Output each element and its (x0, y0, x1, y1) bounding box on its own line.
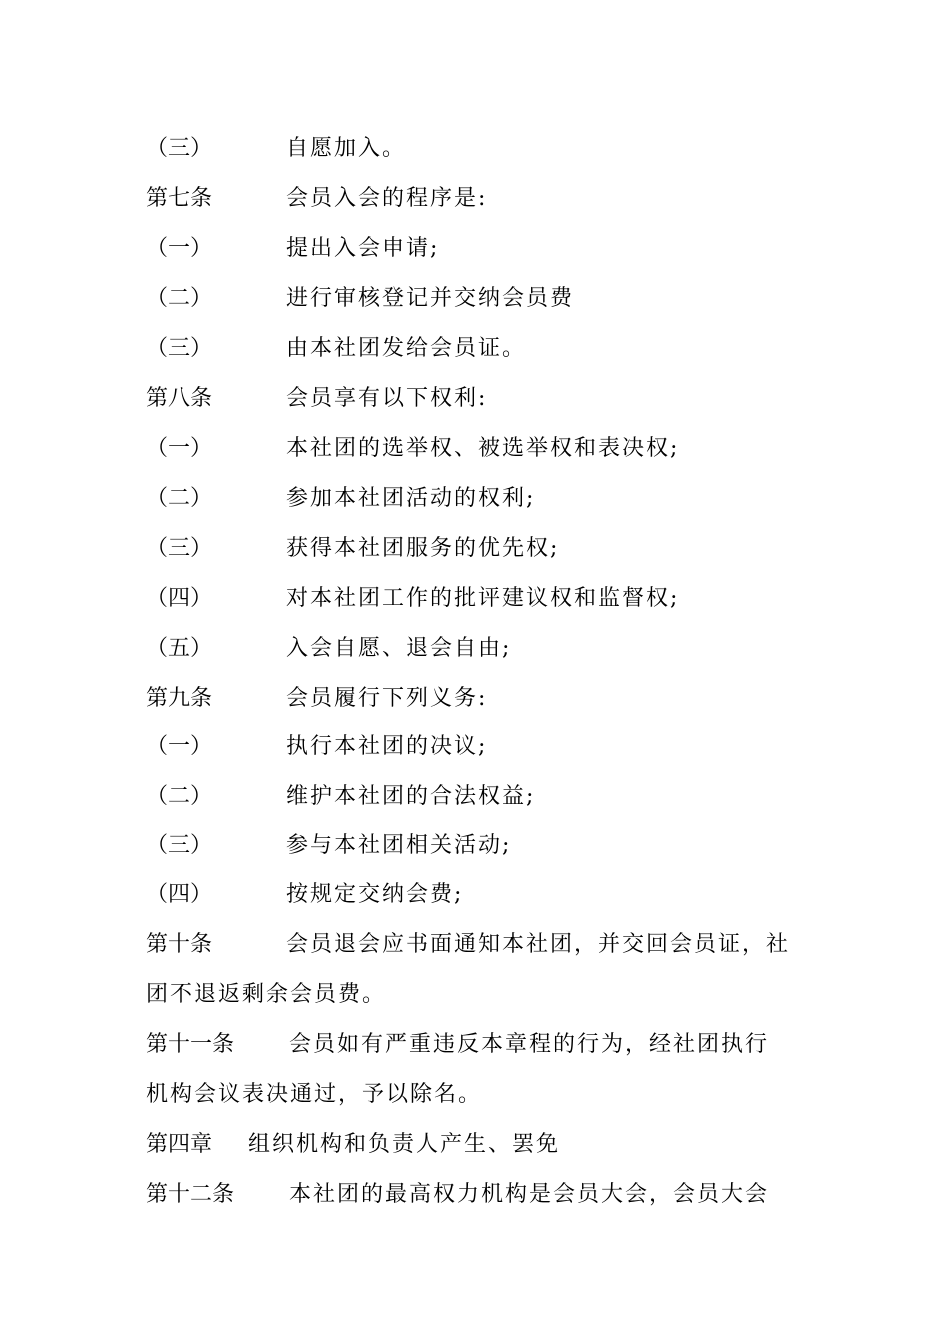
list-item (146, 574, 816, 624)
list-item (146, 722, 816, 772)
article-heading (146, 1020, 816, 1070)
article-text: 会员享有以下权利: (286, 386, 488, 411)
item-number: （三） (146, 536, 213, 561)
article-text: 会员入会的程序是: (286, 186, 488, 211)
paragraph-continuation (146, 1070, 816, 1120)
item-text: 入会自愿、退会自由; (286, 636, 512, 661)
item-number: （三） (146, 833, 213, 858)
item-text: 由本社团发给会员证。 (286, 336, 527, 361)
article-number: 第九条 (146, 686, 213, 711)
item-number: （四） (146, 882, 213, 907)
list-item (146, 524, 816, 574)
paragraph-continuation (146, 970, 816, 1020)
chapter-number: 第四章 (146, 1132, 213, 1157)
item-number: （四） (146, 586, 213, 611)
list-item (146, 424, 816, 474)
item-text: 自愿加入。 (286, 136, 407, 161)
article-text: 会员如有严重违反本章程的行为，经社团执行 (289, 1032, 770, 1057)
item-number: （二） (146, 286, 213, 311)
item-text: 按规定交纳会费; (286, 882, 464, 907)
article-heading (146, 174, 816, 224)
article-text: 会员履行下列义务: (286, 686, 488, 711)
list-item (146, 474, 816, 524)
article-text: 会员退会应书面通知本社团，并交回会员证，社 (286, 932, 791, 957)
list-item (146, 772, 816, 822)
item-text: 参与本社团相关活动; (286, 833, 512, 858)
item-text: 提出入会申请; (286, 236, 440, 261)
item-number: （一） (146, 734, 213, 759)
article-number: 第十条 (146, 932, 213, 957)
item-number: （一） (146, 436, 213, 461)
item-text: 维护本社团的合法权益; (286, 784, 536, 809)
item-number: （五） (146, 636, 213, 661)
article-heading (146, 374, 816, 424)
continuation-text: 机构会议表决通过，予以除名。 (146, 1082, 483, 1107)
item-number: （一） (146, 236, 213, 261)
article-number: 第七条 (146, 186, 213, 211)
article-number: 第八条 (146, 386, 213, 411)
list-item (146, 324, 816, 374)
article-heading (146, 1170, 816, 1220)
item-text: 参加本社团活动的权利; (286, 486, 536, 511)
article-heading (146, 920, 816, 970)
item-text: 对本社团工作的批评建议权和监督权; (286, 586, 680, 611)
item-text: 进行审核登记并交纳会员费 (286, 286, 575, 311)
list-item (146, 124, 816, 174)
item-number: （二） (146, 486, 213, 511)
continuation-text: 团不退返剩余会员费。 (146, 982, 387, 1007)
list-item (146, 274, 816, 324)
article-number: 第十一条 (146, 1032, 235, 1057)
chapter-title: 组织机构和负责人产生、罢免 (248, 1132, 561, 1157)
article-number: 第十二条 (146, 1182, 235, 1207)
chapter-heading (146, 1120, 816, 1170)
item-number: （三） (146, 136, 213, 161)
item-number: （三） (146, 336, 213, 361)
list-item (146, 624, 816, 674)
item-number: （二） (146, 784, 213, 809)
item-text: 执行本社团的决议; (286, 734, 488, 759)
item-text: 本社团的选举权、被选举权和表决权; (286, 436, 680, 461)
article-text: 本社团的最高权力机构是会员大会，会员大会 (289, 1182, 770, 1207)
list-item (146, 224, 816, 274)
article-heading (146, 674, 816, 724)
list-item (146, 870, 816, 920)
list-item (146, 821, 816, 871)
item-text: 获得本社团服务的优先权; (286, 536, 560, 561)
